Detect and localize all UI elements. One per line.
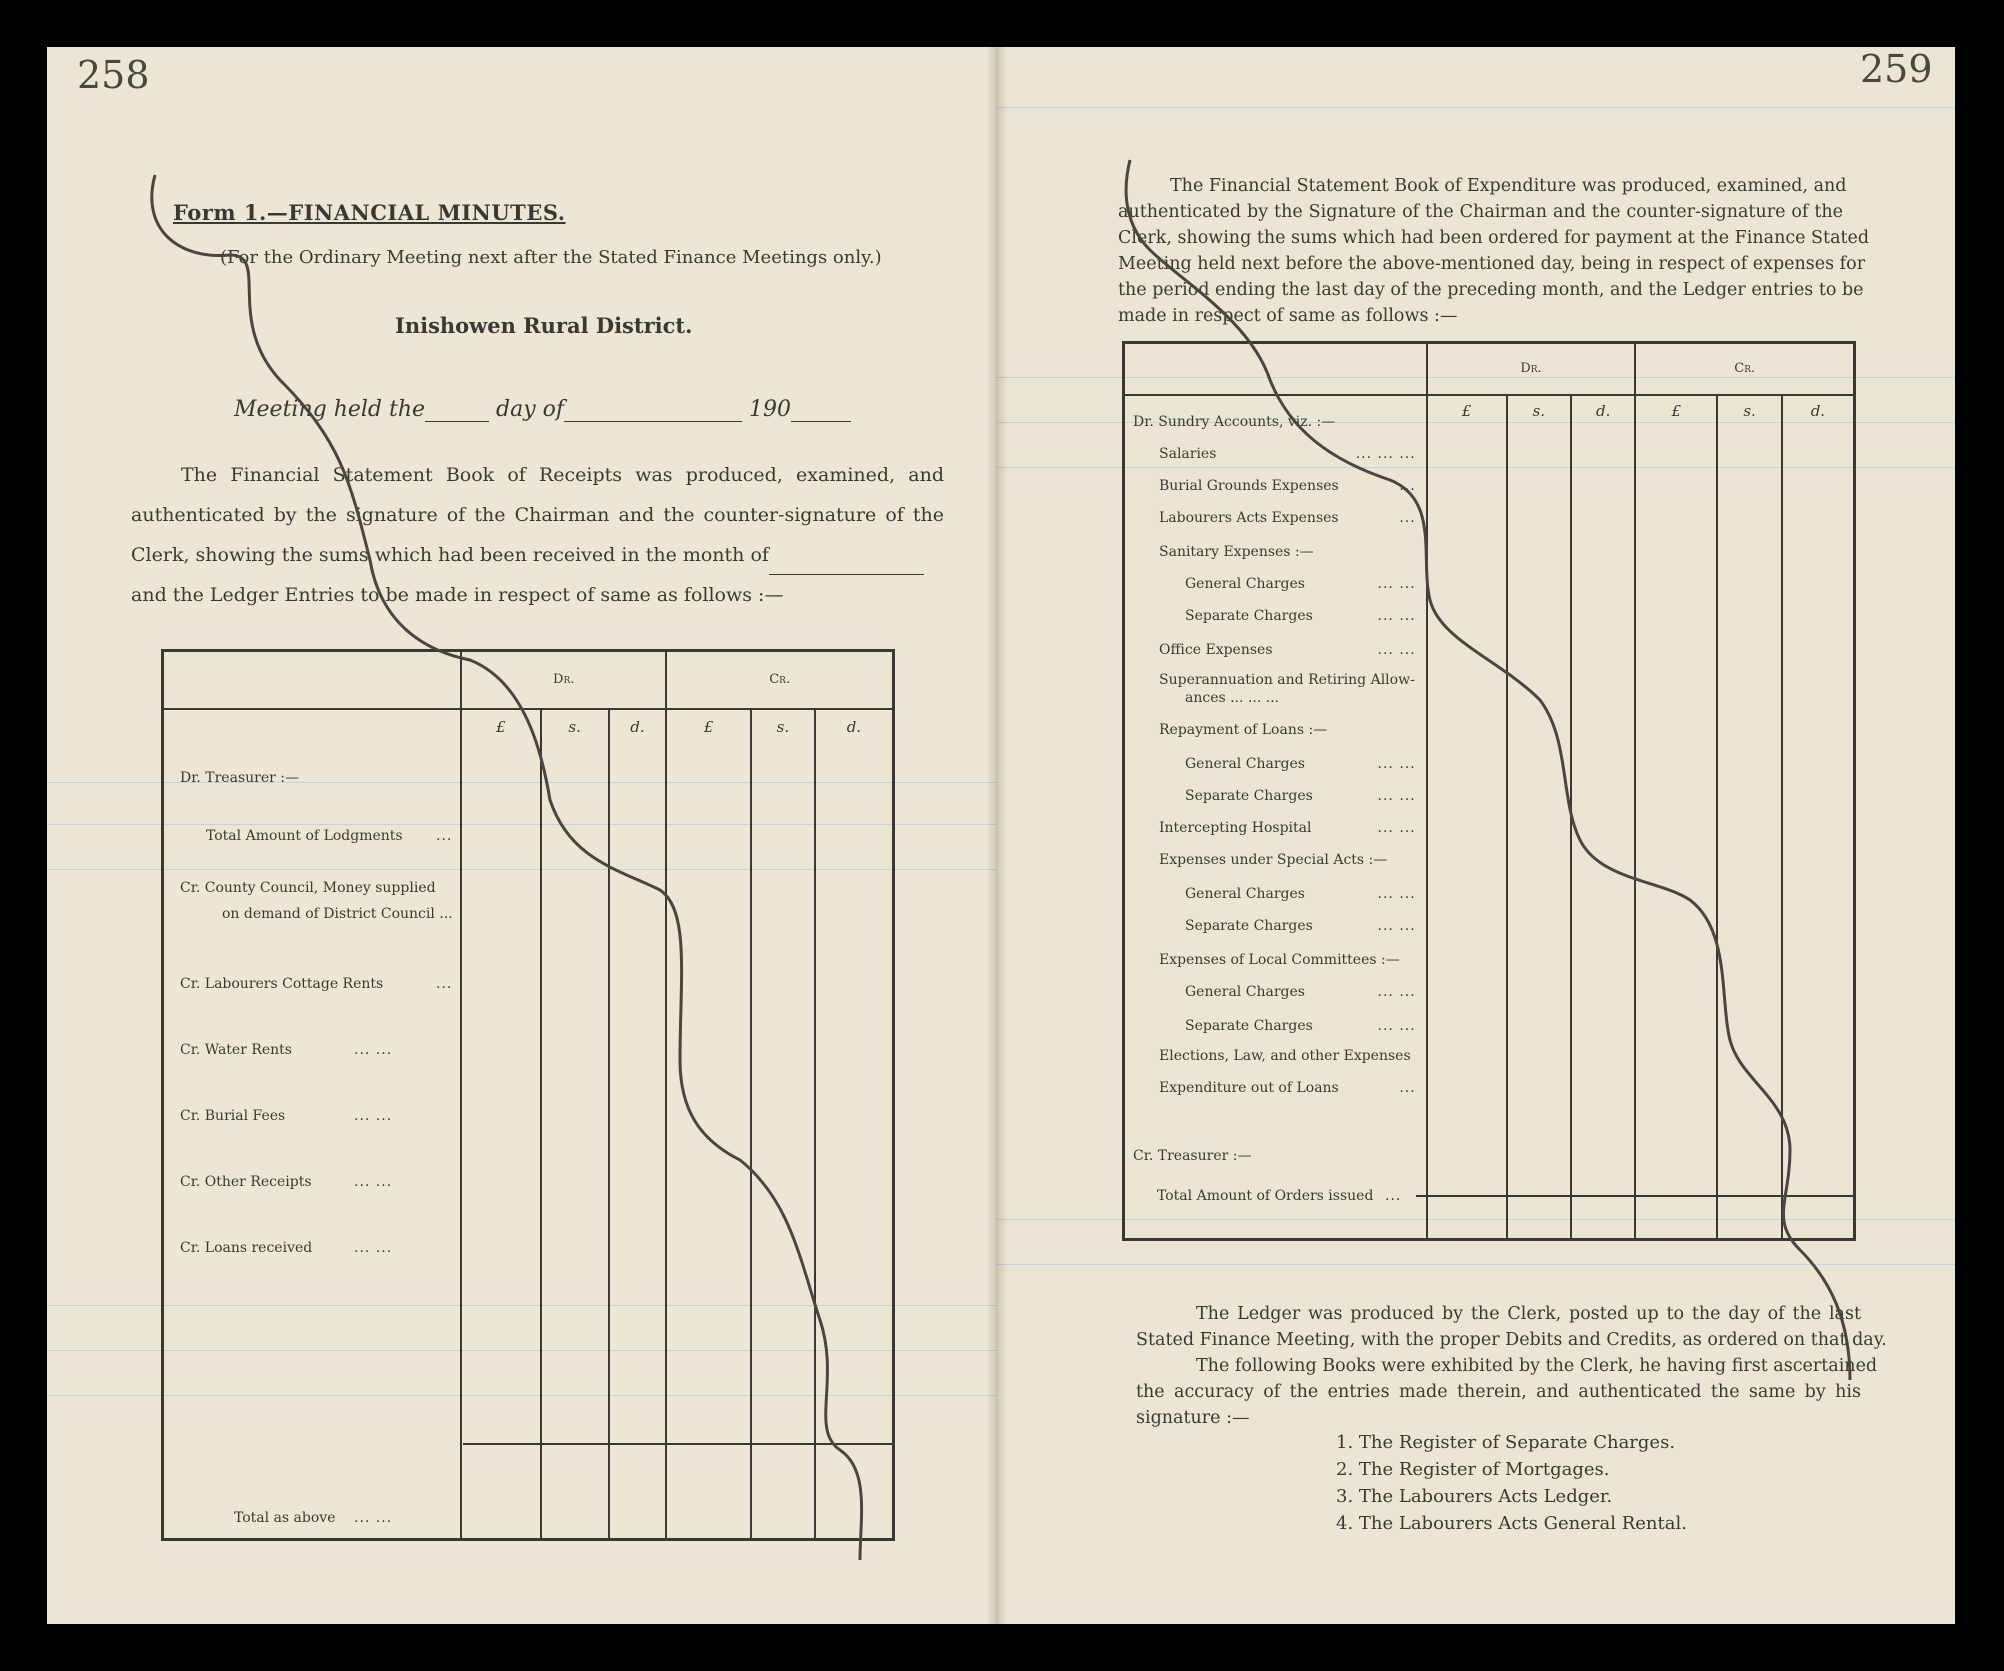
row-label: Cr. Burial Fees [180, 1107, 286, 1124]
dr-header: Dr. [461, 651, 666, 709]
row-label: Separate Charges [1185, 607, 1313, 624]
row-dots: ... [1399, 509, 1416, 526]
para-line: signature :— [1136, 1408, 1250, 1428]
list-item: 1. The Register of Separate Charges. [1336, 1432, 1676, 1453]
unit-pounds: £ [1427, 395, 1507, 1240]
row-label: Separate Charges [1185, 1017, 1313, 1034]
row-label: on demand of District Council ... [222, 905, 453, 922]
row-dots: ... [1399, 1079, 1416, 1096]
row-dots: ... ... [1377, 819, 1416, 836]
row-dots: ... ... [1377, 885, 1416, 902]
row-label: Burial Grounds Expenses [1159, 477, 1339, 494]
unit-shillings: s. [751, 709, 815, 1540]
right-cancel-stroke [1126, 160, 1850, 1380]
row-label: ances ... ... ... [1185, 689, 1280, 706]
row-dots: ... ... [354, 1107, 393, 1124]
row-label: Labourers Acts Expenses [1159, 509, 1339, 526]
para-line: Clerk, showing the sums which had been ordered for payment at the Finance Stated [1118, 228, 1870, 248]
para-line: The following Books were exhibited by the Clerk, he having first ascertained [1196, 1356, 1878, 1376]
row-label: Cr. County Council, Money supplied [180, 879, 436, 896]
row-label: Intercepting Hospital [1159, 819, 1312, 836]
unit-shillings: s. [541, 709, 609, 1540]
row-label: Repayment of Loans :— [1159, 721, 1328, 738]
para-line: The Financial Statement Book of Receipts was produced, examined, and [181, 464, 944, 486]
meeting-year: 190 [749, 397, 792, 422]
total-label: Total as above [234, 1509, 336, 1526]
district-name: Inishowen Rural District. [395, 313, 693, 338]
unit-pence: d. [609, 709, 667, 1540]
page-number: 259 [1860, 47, 1933, 91]
row-dots: ... ... [1377, 1017, 1416, 1034]
row-dots: ... [436, 827, 453, 844]
row-label: Dr. Sundry Accounts, viz. :— [1133, 413, 1336, 430]
row-label: General Charges [1185, 755, 1305, 772]
list-item: 3. The Labourers Acts Ledger. [1336, 1486, 1613, 1507]
unit-pounds: £ [461, 709, 541, 1540]
row-label: Dr. Treasurer :— [180, 769, 299, 786]
row-label: General Charges [1185, 885, 1305, 902]
row-dots: ... ... ... [1355, 445, 1416, 462]
unit-pounds: £ [1635, 395, 1717, 1240]
para-line: made in respect of same as follows :— [1118, 306, 1458, 326]
list-item: 4. The Labourers Acts General Rental. [1336, 1513, 1687, 1534]
para-line: the period ending the last day of the preceding month, and the Ledger entries to be [1118, 280, 1864, 300]
form-title: Form 1.—FINANCIAL MINUTES. [173, 200, 566, 225]
row-dots: ... ... [1377, 641, 1416, 658]
dr-header: Dr. [1427, 343, 1636, 395]
row-label: Cr. Water Rents [180, 1041, 292, 1058]
para-line: and the Ledger Entries to be made in respect of same as follows :— [131, 584, 784, 606]
total-label: Total Amount of Orders issued [1157, 1187, 1374, 1204]
unit-pence: d. [1571, 395, 1635, 1240]
unit-pence: d. [1782, 395, 1855, 1240]
row-dots: ... ... [1377, 787, 1416, 804]
treasurer-label: Cr. Treasurer :— [1133, 1147, 1252, 1164]
row-label: Superannuation and Retiring Allow- [1159, 671, 1415, 688]
unit-pounds: £ [666, 709, 751, 1540]
cr-header: Cr. [1635, 343, 1854, 395]
para-line: Clerk, showing the sums which had been received in the month of [131, 535, 944, 575]
para-line: The Ledger was produced by the Clerk, posted up to the day of the last [1196, 1304, 1861, 1324]
row-label: Cr. Other Receipts [180, 1173, 312, 1190]
row-dots: ... ... [354, 1041, 393, 1058]
row-label: Elections, Law, and other Expenses [1159, 1047, 1411, 1064]
row-dots: ... ... [354, 1173, 393, 1190]
row-label: Total Amount of Lodgments [206, 827, 403, 844]
form-note: (For the Ordinary Meeting next after the Stated Finance Meetings only.) [220, 247, 882, 268]
unit-shillings: s. [1717, 395, 1781, 1240]
para-line: Meeting held next before the above-mentioned day, being in respect of expenses for [1118, 254, 1866, 274]
row-label: General Charges [1185, 575, 1305, 592]
row-label: Separate Charges [1185, 787, 1313, 804]
left-cancel-stroke [152, 175, 862, 1560]
row-dots: ... ... [1377, 575, 1416, 592]
row-label: Separate Charges [1185, 917, 1313, 934]
row-label: Sanitary Expenses :— [1159, 543, 1314, 560]
row-dots: ... ... [1377, 607, 1416, 624]
list-item: 2. The Register of Mortgages. [1336, 1459, 1610, 1480]
row-label: Expenses of Local Committees :— [1159, 951, 1400, 968]
para-line: authenticated by the signature of the Chairman and the counter-signature of the [131, 504, 944, 526]
unit-shillings: s. [1507, 395, 1571, 1240]
total-dots: ... [1385, 1187, 1402, 1204]
unit-pence: d. [815, 709, 894, 1540]
row-label: General Charges [1185, 983, 1305, 1000]
meeting-prefix: Meeting held the [234, 397, 426, 422]
row-label: Office Expenses [1159, 641, 1273, 658]
meeting-day-of: day of [496, 397, 565, 422]
row-dots: ... ... [1377, 917, 1416, 934]
row-dots: ... [1399, 477, 1416, 494]
para-line: Stated Finance Meeting, with the proper Debits and Credits, as ordered on that day. [1136, 1330, 1887, 1350]
row-dots: ... ... [1377, 755, 1416, 772]
row-label: Cr. Loans received [180, 1239, 313, 1256]
para-line: authenticated by the Signature of the Chairman and the counter-signature of the [1118, 202, 1843, 222]
para-line: the accuracy of the entries made therein, and authenticated the same by his [1136, 1382, 1861, 1402]
para-line: The Financial Statement Book of Expenditure was produced, examined, and [1170, 176, 1847, 196]
row-label: Expenses under Special Acts :— [1159, 851, 1388, 868]
row-dots: ... ... [1377, 983, 1416, 1000]
cr-header: Cr. [666, 651, 893, 709]
row-dots: ... ... [354, 1239, 393, 1256]
row-dots: ... [436, 975, 453, 992]
row-label: Cr. Labourers Cottage Rents [180, 975, 384, 992]
row-label: Salaries [1159, 445, 1217, 462]
row-label: Expenditure out of Loans [1159, 1079, 1339, 1096]
page-number: 258 [77, 53, 150, 97]
total-dots: ... ... [354, 1509, 393, 1526]
